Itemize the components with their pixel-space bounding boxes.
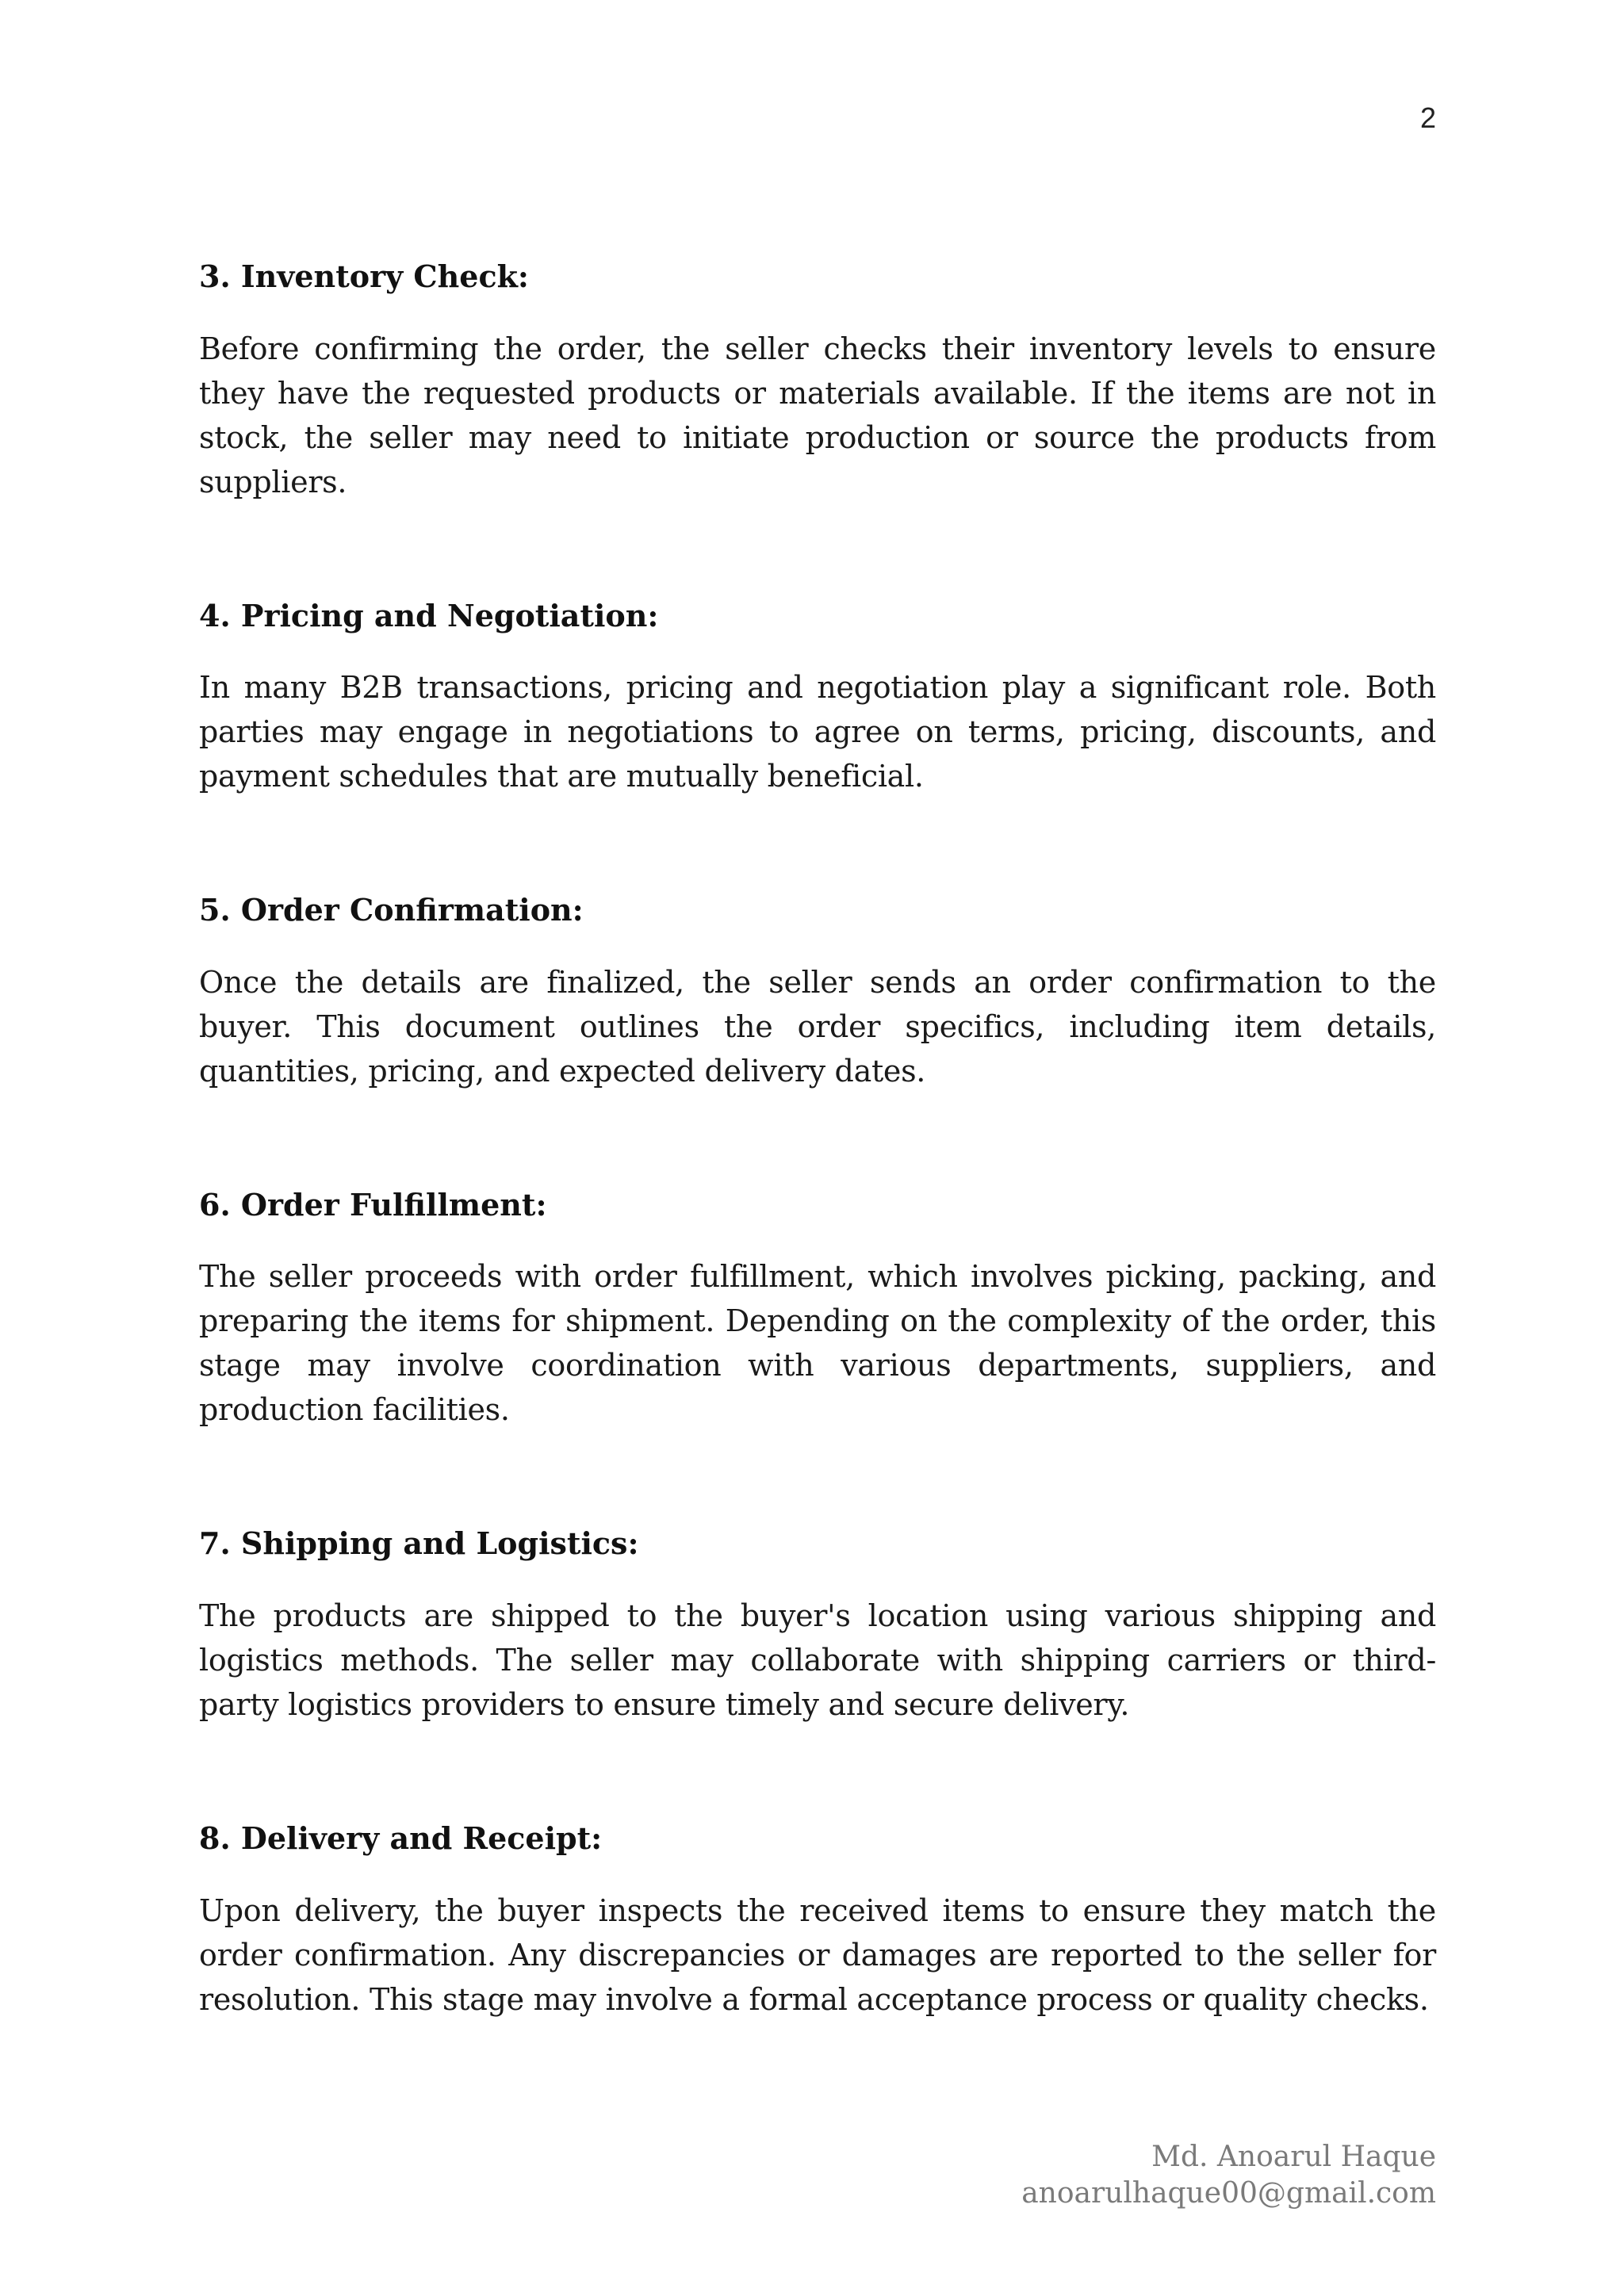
section-paragraph: Before confirming the order, the seller checks their inventory levels to ensure they have the requested products or materials available. If the items are not in stock, the seller may need to initiate production or source the products from suppliers. bbox=[199, 331, 1436, 499]
section-shipping-logistics bbox=[199, 1525, 1436, 1727]
footer-author: Md. Anoarul Haque bbox=[1151, 2141, 1436, 2173]
section-heading: 8. Delivery and Receipt: bbox=[199, 1820, 603, 1856]
section-pricing-negotiation bbox=[199, 598, 1436, 799]
section-paragraph: Upon delivery, the buyer inspects the received items to ensure they match the order confirmation. Any discrepancies or damages are reported to the seller for resolution. This stage may involve a formal acceptance process or quality checks. bbox=[199, 1892, 1436, 2017]
section-order-fulfillment bbox=[199, 1187, 1436, 1433]
section-inventory-check bbox=[199, 258, 1436, 504]
section-order-confirmation bbox=[199, 892, 1436, 1093]
document-body bbox=[199, 258, 1436, 2115]
section-paragraph: In many B2B transactions, pricing and negotiation play a significant role. Both parties may engage in negotiations to agree on terms, pricing, discounts, and payment schedules that are mutually beneficial. bbox=[199, 670, 1436, 794]
section-paragraph: The products are shipped to the buyer's location using various shipping and logistics methods. The seller may collaborate with shipping carriers or third-party logistics providers to ensure timely and secure delivery. bbox=[199, 1598, 1436, 1722]
section-heading: 6. Order Fulfillment: bbox=[199, 1186, 547, 1223]
section-heading: 7. Shipping and Logistics: bbox=[199, 1525, 639, 1562]
section-paragraph: Once the details are finalized, the seller sends an order confirmation to the buyer. This document outlines the order specifics, including item details, quantities, pricing, and expected delivery dates. bbox=[199, 964, 1436, 1089]
page-footer bbox=[1021, 2139, 1436, 2212]
footer-email: anoarulhaque00@gmail.com bbox=[1021, 2177, 1436, 2210]
page-number: 2 bbox=[1419, 101, 1436, 134]
section-heading: 3. Inventory Check: bbox=[199, 258, 529, 294]
section-heading: 4. Pricing and Negotiation: bbox=[199, 597, 659, 633]
section-paragraph: The seller proceeds with order fulfillment, which involves picking, packing, and preparing the items for shipment. Depending on the complexity of the order, this stage may involve coordination with various departments, suppliers, and production facilities. bbox=[199, 1259, 1436, 1428]
section-delivery-receipt bbox=[199, 1820, 1436, 2022]
section-heading: 5. Order Confirmation: bbox=[199, 892, 584, 928]
